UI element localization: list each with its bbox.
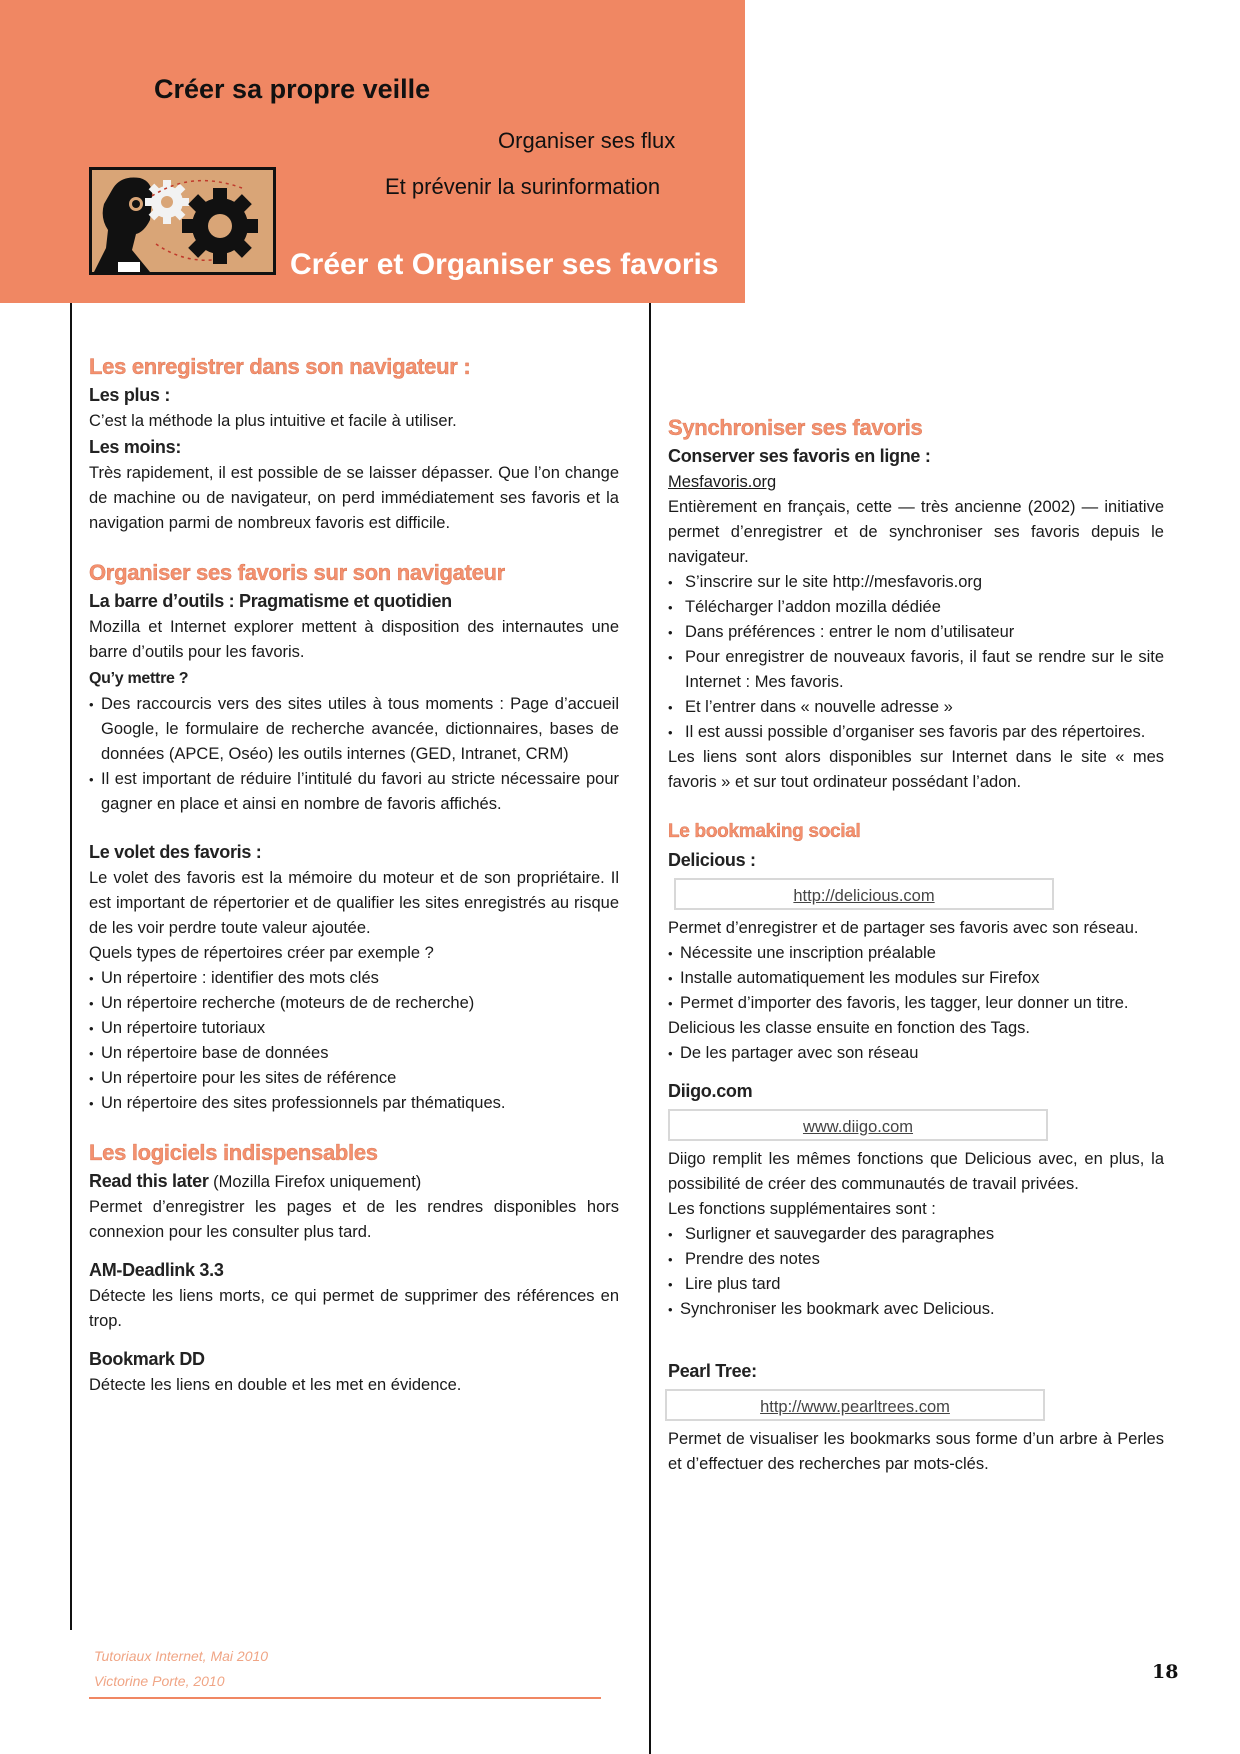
list-item: • Un répertoire recherche (moteurs de de recherche) (89, 991, 619, 1016)
am-deadlink-text: Détecte les liens morts, ce qui permet de supprimer des références en trop. (89, 1287, 619, 1330)
delicious-tags-text: Delicious les classe ensuite en fonction des Tags. (668, 1019, 1030, 1037)
mesfavoris-steps-list (668, 570, 1164, 745)
diigo-fonctions-intro: Les fonctions supplémentaires sont : (668, 1200, 936, 1218)
section-heading-bookmaking: Le bookmaking social (668, 821, 861, 842)
pearl-tree-text: Permet de visualiser les bookmarks sous forme d’un arbre à Perles et d’effectuer des recherches par mots-clés. (668, 1430, 1164, 1473)
page-number: 18 (1152, 1661, 1179, 1683)
chapter-title: Créer et Organiser ses favoris (290, 248, 719, 281)
section-heading-organiser: Organiser ses favoris sur son navigateur (89, 560, 505, 585)
list-item: • Installe automatiquement les modules sur Firefox (668, 966, 1164, 991)
quy-mettre-heading: Qu’y mettre ? (89, 670, 189, 687)
les-moins-heading: Les moins: (89, 437, 182, 457)
diigo-sync-list (668, 1297, 1164, 1322)
bookmark-dd-text: Détecte les liens en double et les met en évidence. (89, 1376, 462, 1394)
list-item: • Télécharger l’addon mozilla dédiée (668, 595, 1164, 620)
volet-favoris-heading: Le volet des favoris : (89, 842, 262, 862)
list-item: • Synchroniser les bookmark avec Delicious. (668, 1297, 1164, 1322)
delicious-features-list (668, 941, 1164, 1016)
section-heading-synchroniser: Synchroniser ses favoris (668, 415, 923, 440)
barre-outils-heading: La barre d’outils : Pragmatisme et quotidien (89, 591, 452, 611)
pearl-tree-heading: Pearl Tree: (668, 1361, 757, 1381)
delicious-heading: Delicious : (668, 850, 756, 870)
read-this-later-heading: Read this later (89, 1171, 209, 1191)
section-heading-navigateur: Les enregistrer dans son navigateur : (89, 354, 471, 379)
list-item: • Il est aussi possible d’organiser ses favoris par des répertoires. (668, 720, 1164, 745)
read-this-later-note: (Mozilla Firefox uniquement) (208, 1173, 422, 1191)
footer-author: Victorine Porte, 2010 (94, 1673, 225, 1689)
barre-outils-text: Mozilla et Internet explorer mettent à disposition des internautes une barre d’outils pour les favoris. (89, 618, 619, 661)
list-item: • Surligner et sauvegarder des paragraphes (668, 1222, 1164, 1247)
right-column (668, 413, 1164, 1477)
diigo-link-box[interactable]: www.diigo.com (668, 1109, 1048, 1141)
diigo-features-list (668, 1222, 1164, 1297)
header-banner (0, 0, 745, 303)
subtitle-surinformation: Et prévenir la surinformation (385, 174, 661, 199)
list-item: • Un répertoire : identifier des mots clés (89, 966, 619, 991)
list-item: • Et l’entrer dans « nouvelle adresse » (668, 695, 1164, 720)
column-divider (649, 303, 651, 1754)
mesfavoris-text: Entièrement en français, cette — très ancienne (2002) — initiative permet d’enregistrer et de synchroniser ses favoris depuis le navigateur. (668, 498, 1164, 566)
bookmark-dd-heading: Bookmark DD (89, 1349, 205, 1369)
read-this-later-text: Permet d’enregistrer les pages et de les rendres disponibles hors connexion pour les consulter plus tard. (89, 1198, 619, 1241)
diigo-text: Diigo remplit les mêmes fonctions que Delicious avec, en plus, la possibilité de créer des communautés de travail privées. (668, 1150, 1164, 1193)
list-item: • Un répertoire tutoriaux (89, 1016, 619, 1041)
delicious-link-box[interactable]: http://delicious.com (674, 878, 1054, 910)
list-item: • Un répertoire base de données (89, 1041, 619, 1066)
list-item: • Des raccourcis vers des sites utiles à tous moments : Page d’accueil Google, le formulaire de recherche avancée, dictionnaires, bases de données (APCE, Oséo) les outils internes (GED, Intranet, CRM) (89, 692, 619, 767)
footer-rule (89, 1697, 601, 1699)
repertoires-question: Quels types de répertoires créer par exemple ? (89, 944, 434, 962)
mesfavoris-conclusion: Les liens sont alors disponibles sur Internet dans le site « mes favoris » et sur tout ordinateur possédant l’adon. (668, 748, 1164, 791)
list-item: • Prendre des notes (668, 1247, 1164, 1272)
left-column (89, 352, 619, 1398)
footer-tutoriaux: Tutoriaux Internet, Mai 2010 (94, 1648, 269, 1664)
list-item: • Nécessite une inscription préalable (668, 941, 1164, 966)
diigo-heading: Diigo.com (668, 1081, 753, 1101)
list-item: • Un répertoire des sites professionnels par thématiques. (89, 1091, 619, 1116)
am-deadlink-heading: AM-Deadlink 3.3 (89, 1260, 224, 1280)
volet-favoris-text: Le volet des favoris est la mémoire du moteur et de son propriétaire. Il est important de répertorier et de qualifier les sites enregistrés au risque de les voir perdre toute valeur ajoutée. (89, 869, 619, 937)
les-plus-text: C’est la méthode la plus intuitive et facile à utiliser. (89, 412, 457, 430)
list-item: • S’inscrire sur le site http://mesfavoris.org (668, 570, 1164, 595)
delicious-text: Permet d’enregistrer et de partager ses favoris avec son réseau. (668, 919, 1139, 937)
conserver-en-ligne-heading: Conserver ses favoris en ligne : (668, 446, 931, 466)
list-item: • Lire plus tard (668, 1272, 1164, 1297)
gears-logo-icon (89, 167, 276, 275)
list-item: • De les partager avec son réseau (668, 1041, 1164, 1066)
list-item: • Un répertoire pour les sites de référence (89, 1066, 619, 1091)
barre-outils-list (89, 692, 619, 817)
subtitle-flux: Organiser ses flux (498, 128, 676, 153)
list-item: • Pour enregistrer de nouveaux favoris, il faut se rendre sur le site Internet : Mes favoris. (668, 645, 1164, 695)
list-item: • Dans préférences : entrer le nom d’utilisateur (668, 620, 1164, 645)
left-margin-rule (70, 303, 72, 1630)
delicious-share-list (668, 1041, 1164, 1066)
repertoires-list (89, 966, 619, 1116)
list-item: • Il est important de réduire l’intitulé du favori au stricte nécessaire pour gagner en place et ainsi en nombre de favoris affichés. (89, 767, 619, 817)
section-heading-logiciels: Les logiciels indispensables (89, 1140, 378, 1165)
les-plus-heading: Les plus : (89, 385, 171, 405)
document-title: Créer sa propre veille (154, 74, 431, 104)
mesfavoris-link[interactable]: Mesfavoris.org (668, 473, 777, 491)
pearltrees-link-box[interactable]: http://www.pearltrees.com (665, 1389, 1045, 1421)
list-item: • Permet d’importer des favoris, les tagger, leur donner un titre. (668, 991, 1164, 1016)
les-moins-text: Très rapidement, il est possible de se laisser dépasser. Que l’on change de machine ou de navigateur, on perd immédiatement ses favoris et la navigation parmi de nombreux favoris est difficile. (89, 464, 619, 532)
